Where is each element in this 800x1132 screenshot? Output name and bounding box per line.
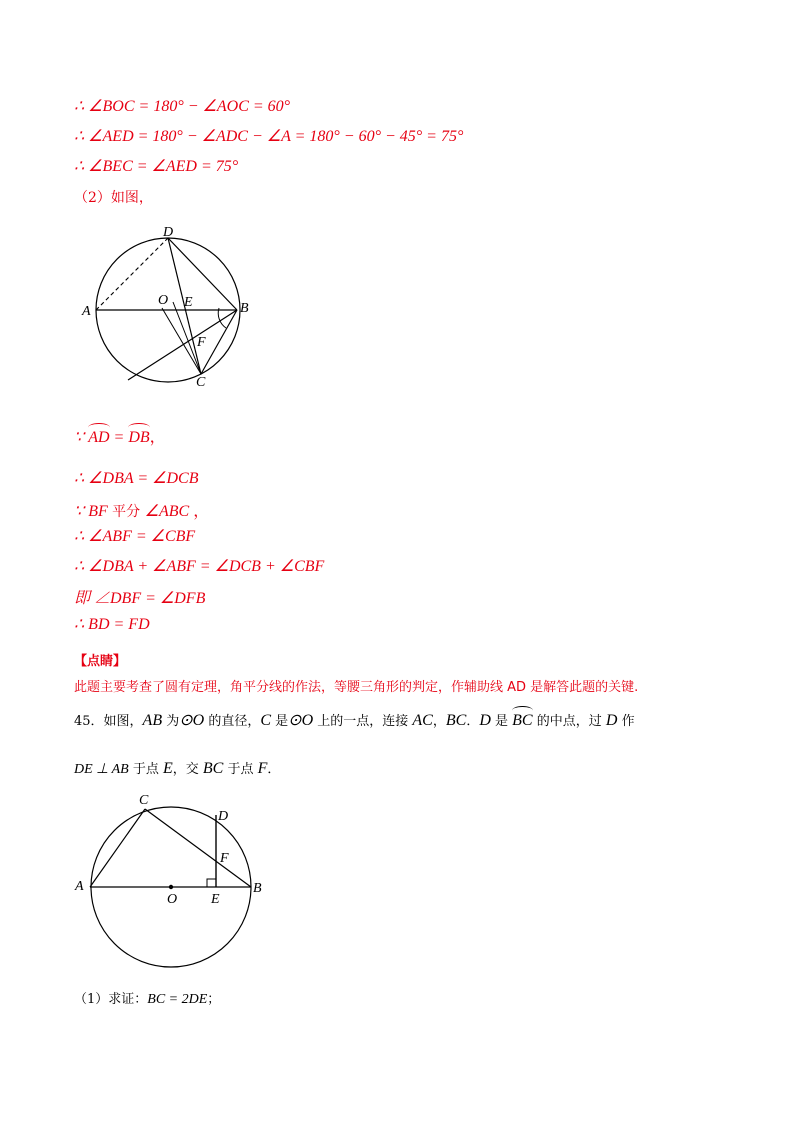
- q45-text-j: 作: [617, 714, 635, 729]
- sub-question-1: [74, 988, 220, 1008]
- q45-point-d-2: D: [605, 712, 618, 729]
- q45-de-perp-ab: DE ⊥ AB: [74, 762, 129, 777]
- line-sum-angles: ∴ ∠DBA + ∠ABF = ∠DCB + ∠CBF: [74, 558, 325, 575]
- chord-bc: [145, 809, 251, 887]
- question-45-line2: [74, 758, 280, 778]
- bisect-text: 平分: [107, 504, 145, 520]
- part2-heading: （2）如图，: [74, 190, 153, 206]
- q45-text-h: 是: [490, 714, 513, 729]
- line-bf-extended: [128, 310, 237, 380]
- sub1-bc-2de: BC = 2DE: [147, 992, 208, 1007]
- center-dot: [169, 885, 173, 889]
- label-o: O: [158, 293, 169, 308]
- bf: BF: [88, 503, 108, 520]
- comma: ，: [149, 429, 166, 446]
- q45-text-l2c: ，交: [172, 762, 203, 777]
- q45-intro: 45．如图，: [74, 714, 143, 729]
- label-e-2: E: [211, 892, 220, 907]
- q45-text-b: 为: [162, 714, 180, 729]
- comma-2: ，: [189, 503, 210, 520]
- because-symbol-2: ∵: [74, 503, 89, 520]
- right-angle-mark: [207, 879, 216, 887]
- line-oc: [162, 308, 201, 374]
- q45-bc-2: BC: [202, 760, 224, 777]
- label-a: A: [82, 304, 91, 319]
- q45-text-l2e: ．: [267, 762, 281, 777]
- label-b-2: B: [253, 881, 262, 896]
- label-d-2: D: [218, 809, 229, 824]
- equals: =: [109, 429, 129, 446]
- line-boc: ∴ ∠BOC = 180° − ∠AOC = 60°: [74, 98, 291, 115]
- q45-ab: AB: [142, 712, 163, 729]
- line-bd-fd: ∴ BD = FD: [74, 616, 150, 633]
- circle-figure-2: [70, 790, 270, 975]
- label-b: B: [240, 301, 249, 316]
- label-f-2: F: [220, 851, 229, 866]
- dianjing-heading: 【点睛】: [74, 654, 127, 669]
- q45-text-d: 是: [271, 714, 289, 729]
- q45-text-e: 上的一点，连接: [313, 714, 413, 729]
- line-dba-dcb: ∴ ∠DBA = ∠DCB: [74, 470, 199, 487]
- q45-point-c: C: [260, 712, 272, 729]
- q45-text-f: ，: [432, 714, 446, 729]
- q45-point-d: D: [479, 712, 491, 729]
- line-dbf-dfb: 即 ∠DBF = ∠DFB: [74, 590, 206, 607]
- q45-text-g: ．: [466, 714, 480, 729]
- line-abf-cbf: ∴ ∠ABF = ∠CBF: [74, 528, 196, 545]
- label-a-2: A: [75, 879, 84, 894]
- arc-db: DB: [128, 429, 150, 446]
- line-aed: ∴ ∠AED = 180° − ∠ADC − ∠A = 180° − 60° − 45° = 75°: [74, 128, 464, 145]
- q45-arc-bc: BC: [512, 712, 533, 729]
- q45-circle-o: ⊙O: [179, 712, 205, 729]
- label-d: D: [163, 225, 174, 240]
- label-f: F: [197, 335, 206, 350]
- circle-figure-1: [80, 222, 260, 392]
- label-c-2: C: [139, 793, 149, 808]
- arc-ad: AD: [88, 429, 110, 446]
- q45-point-e: E: [162, 760, 173, 777]
- line-arc-equal: [74, 424, 166, 447]
- q45-text-c: 的直径，: [204, 714, 261, 729]
- q45-text-i: 的中点，过: [532, 714, 606, 729]
- q45-circle-o-2: ⊙O: [288, 712, 314, 729]
- line-bec: ∴ ∠BEC = ∠AED = 75°: [74, 158, 239, 175]
- q45-text-l2b: 于点: [128, 762, 163, 777]
- sub1-intro: （1）求证：: [74, 992, 148, 1007]
- q45-bc: BC: [445, 712, 467, 729]
- because-symbol: ∵: [74, 429, 89, 446]
- question-45-line1: [74, 710, 635, 730]
- line-db: [168, 238, 237, 310]
- line-bf-bisects: [74, 498, 209, 521]
- q45-point-f: F: [257, 760, 268, 777]
- angle-abc: ∠ABC: [144, 503, 190, 520]
- dianjing-text: 此题主要考查了圆有定理，角平分线的作法，等腰三角形的判定，作辅助线 AD 是解答此题的关键.: [74, 680, 639, 695]
- q45-ac: AC: [412, 712, 433, 729]
- sub1-semicolon: ；: [207, 992, 221, 1007]
- chord-ac: [90, 809, 145, 887]
- q45-text-l2d: 于点: [223, 762, 258, 777]
- label-c: C: [196, 375, 206, 390]
- label-e: E: [184, 295, 193, 310]
- label-o-2: O: [167, 892, 178, 907]
